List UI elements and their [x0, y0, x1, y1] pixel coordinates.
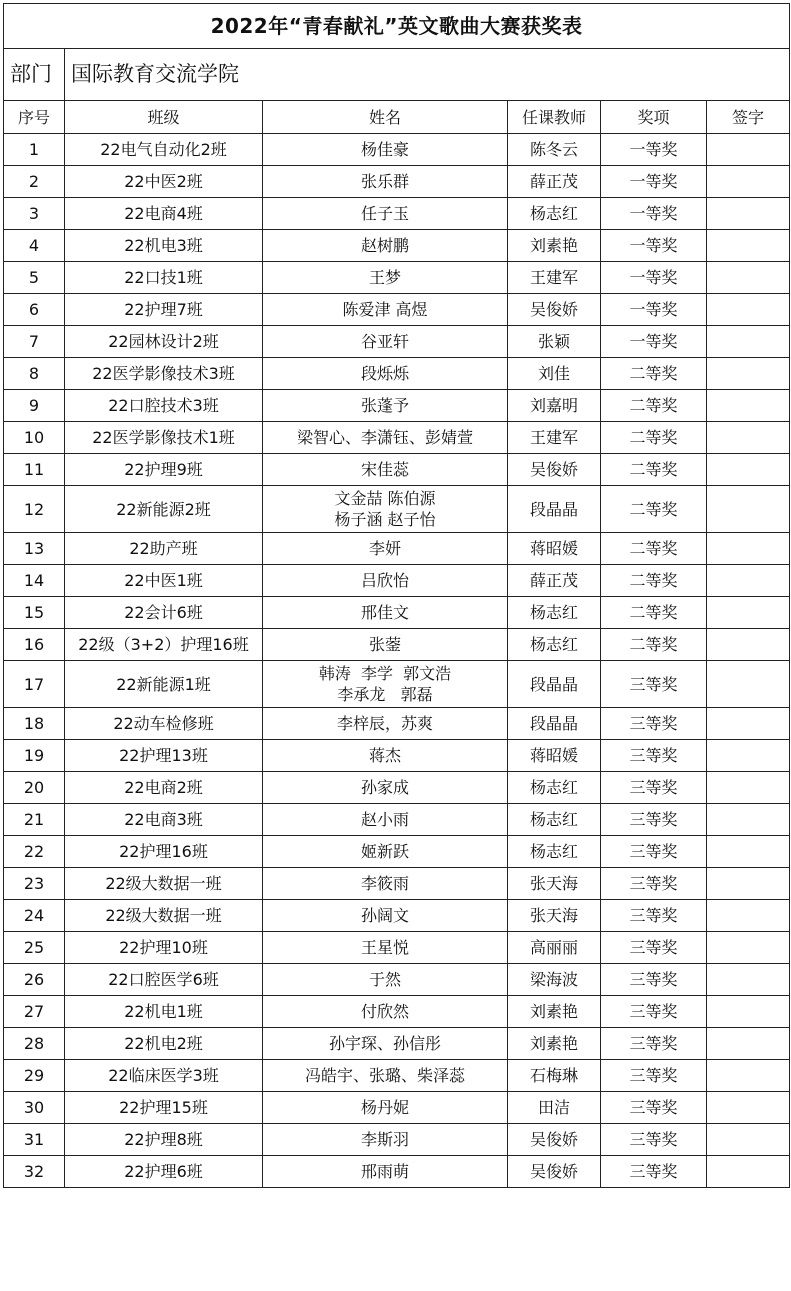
row-class: 22口腔技术3班: [65, 390, 263, 422]
row-signature: [707, 198, 790, 230]
row-class: 22新能源2班: [65, 486, 263, 533]
row-class: 22级大数据一班: [65, 868, 263, 900]
row-name-line: 于然: [368, 970, 401, 989]
row-teacher: 刘嘉明: [508, 390, 601, 422]
row-class: 22电气自动化2班: [65, 134, 263, 166]
row-number: 29: [4, 1060, 65, 1092]
row-teacher: 石梅琳: [508, 1060, 601, 1092]
row-class: 22医学影像技术1班: [65, 422, 263, 454]
row-award: 三等奖: [601, 1124, 707, 1156]
row-name-line: 杨子涵 赵子怡: [334, 510, 436, 529]
row-name-line: 韩涛 李学 郭文浩: [318, 664, 452, 683]
row-names: [263, 533, 508, 565]
row-names: [263, 326, 508, 358]
row-number: 24: [4, 900, 65, 932]
row-award: 二等奖: [601, 390, 707, 422]
row-teacher: 薛正茂: [508, 565, 601, 597]
table-row: [4, 565, 790, 597]
row-class: 22中医2班: [65, 166, 263, 198]
table-row: [4, 597, 790, 629]
row-name-line: 付欣然: [360, 1002, 409, 1021]
column-header-teacher: 任课教师: [508, 101, 601, 134]
row-award: 二等奖: [601, 565, 707, 597]
row-signature: [707, 932, 790, 964]
row-award: 三等奖: [601, 1060, 707, 1092]
award-rows: [4, 134, 790, 1188]
row-signature: [707, 597, 790, 629]
row-name-line: 杨丹妮: [360, 1098, 409, 1117]
row-name-line: 孙宇琛、孙信彤: [328, 1034, 441, 1053]
row-names: [263, 661, 508, 708]
row-names: [263, 230, 508, 262]
row-names: [263, 166, 508, 198]
row-class: 22机电1班: [65, 996, 263, 1028]
row-signature: [707, 900, 790, 932]
table-row: [4, 804, 790, 836]
row-signature: [707, 390, 790, 422]
table-row: [4, 262, 790, 294]
row-signature: [707, 294, 790, 326]
row-award: 三等奖: [601, 932, 707, 964]
row-teacher: 刘素艳: [508, 996, 601, 1028]
row-teacher: 王建军: [508, 262, 601, 294]
row-number: 20: [4, 772, 65, 804]
table-row: [4, 932, 790, 964]
row-teacher: 蒋昭媛: [508, 533, 601, 565]
row-teacher: 杨志红: [508, 198, 601, 230]
page-title: 2022年“青春献礼”英文歌曲大赛获奖表: [4, 4, 790, 49]
table-row: [4, 134, 790, 166]
row-number: 30: [4, 1092, 65, 1124]
row-class: 22护理15班: [65, 1092, 263, 1124]
row-class: 22动车检修班: [65, 708, 263, 740]
column-header-sign: 签字: [707, 101, 790, 134]
row-number: 26: [4, 964, 65, 996]
row-teacher: 刘素艳: [508, 230, 601, 262]
table-row: [4, 1028, 790, 1060]
row-award: 三等奖: [601, 740, 707, 772]
row-name-line: 任子玉: [360, 204, 409, 223]
row-names: [263, 932, 508, 964]
row-name-line: 姬新跃: [360, 842, 409, 861]
row-teacher: 吴俊娇: [508, 454, 601, 486]
row-class: 22护理8班: [65, 1124, 263, 1156]
row-signature: [707, 1060, 790, 1092]
row-names: [263, 597, 508, 629]
row-signature: [707, 1092, 790, 1124]
row-award: 三等奖: [601, 836, 707, 868]
table-row: [4, 772, 790, 804]
row-number: 32: [4, 1156, 65, 1188]
row-class: 22新能源1班: [65, 661, 263, 708]
row-award: 一等奖: [601, 326, 707, 358]
row-names: [263, 964, 508, 996]
row-number: 21: [4, 804, 65, 836]
row-number: 28: [4, 1028, 65, 1060]
table-row: [4, 661, 790, 708]
row-teacher: 杨志红: [508, 836, 601, 868]
row-name-line: 王梦: [368, 268, 401, 287]
row-teacher: 张天海: [508, 868, 601, 900]
table-row: [4, 708, 790, 740]
row-signature: [707, 262, 790, 294]
row-teacher: 吴俊娇: [508, 294, 601, 326]
row-teacher: 梁海波: [508, 964, 601, 996]
table-row: [4, 1156, 790, 1188]
column-header-class: 班级: [65, 101, 263, 134]
row-award: 一等奖: [601, 134, 707, 166]
row-award: 一等奖: [601, 198, 707, 230]
row-names: [263, 804, 508, 836]
row-name-line: 李承龙 郭磊: [337, 685, 433, 704]
row-number: 17: [4, 661, 65, 708]
table-row: [4, 964, 790, 996]
table-row: [4, 996, 790, 1028]
row-name-line: 张蓬予: [360, 396, 409, 415]
row-signature: [707, 230, 790, 262]
row-class: 22护理9班: [65, 454, 263, 486]
row-award: 一等奖: [601, 230, 707, 262]
table-row: [4, 629, 790, 661]
row-award: 三等奖: [601, 1092, 707, 1124]
row-number: 23: [4, 868, 65, 900]
row-signature: [707, 629, 790, 661]
row-signature: [707, 661, 790, 708]
table-row: [4, 454, 790, 486]
column-header-no: 序号: [4, 101, 65, 134]
table-row: [4, 486, 790, 533]
row-name-line: 邢佳文: [360, 603, 409, 622]
row-teacher: 杨志红: [508, 629, 601, 661]
row-signature: [707, 422, 790, 454]
row-award: 一等奖: [601, 294, 707, 326]
row-signature: [707, 326, 790, 358]
row-name-line: 李筱雨: [360, 874, 409, 893]
row-award: 二等奖: [601, 454, 707, 486]
row-teacher: 杨志红: [508, 804, 601, 836]
row-class: 22级大数据一班: [65, 900, 263, 932]
row-names: [263, 868, 508, 900]
row-teacher: 段晶晶: [508, 661, 601, 708]
row-name-line: 赵树鹏: [360, 236, 409, 255]
row-class: 22护理13班: [65, 740, 263, 772]
row-signature: [707, 1028, 790, 1060]
row-number: 8: [4, 358, 65, 390]
row-signature: [707, 1156, 790, 1188]
row-number: 5: [4, 262, 65, 294]
row-names: [263, 836, 508, 868]
row-names: [263, 1156, 508, 1188]
row-signature: [707, 772, 790, 804]
row-class: 22口技1班: [65, 262, 263, 294]
row-award: 三等奖: [601, 900, 707, 932]
row-teacher: 段晶晶: [508, 708, 601, 740]
row-number: 6: [4, 294, 65, 326]
table-row: [4, 198, 790, 230]
row-teacher: 薛正茂: [508, 166, 601, 198]
row-number: 2: [4, 166, 65, 198]
row-award: 三等奖: [601, 868, 707, 900]
row-name-line: 张乐群: [360, 172, 409, 191]
row-signature: [707, 486, 790, 533]
row-names: [263, 565, 508, 597]
row-name-line: 孙家成: [360, 778, 409, 797]
row-number: 1: [4, 134, 65, 166]
row-names: [263, 629, 508, 661]
row-number: 7: [4, 326, 65, 358]
row-name-line: 张蓥: [368, 635, 401, 654]
row-teacher: 王建军: [508, 422, 601, 454]
table-row: [4, 230, 790, 262]
row-number: 12: [4, 486, 65, 533]
row-names: [263, 900, 508, 932]
row-signature: [707, 964, 790, 996]
row-class: 22电商3班: [65, 804, 263, 836]
row-class: 22会计6班: [65, 597, 263, 629]
award-table: [3, 3, 790, 1188]
row-names: [263, 740, 508, 772]
department-label: 部门: [4, 49, 65, 101]
row-signature: [707, 166, 790, 198]
row-signature: [707, 868, 790, 900]
row-award: 三等奖: [601, 996, 707, 1028]
row-names: [263, 708, 508, 740]
row-names: [263, 422, 508, 454]
row-teacher: 吴俊娇: [508, 1156, 601, 1188]
row-signature: [707, 1124, 790, 1156]
row-teacher: 陈冬云: [508, 134, 601, 166]
row-name-line: 孙阔文: [360, 906, 409, 925]
row-class: 22中医1班: [65, 565, 263, 597]
row-name-line: 李斯羽: [360, 1130, 409, 1149]
row-class: 22医学影像技术3班: [65, 358, 263, 390]
row-names: [263, 1028, 508, 1060]
row-number: 9: [4, 390, 65, 422]
row-name-line: 邢雨萌: [360, 1162, 409, 1181]
row-teacher: 田洁: [508, 1092, 601, 1124]
row-number: 3: [4, 198, 65, 230]
row-award: 二等奖: [601, 358, 707, 390]
row-signature: [707, 565, 790, 597]
row-signature: [707, 996, 790, 1028]
row-names: [263, 390, 508, 422]
row-names: [263, 134, 508, 166]
row-class: 22护理16班: [65, 836, 263, 868]
row-number: 4: [4, 230, 65, 262]
row-name-line: 冯皓宇、张璐、柴泽蕊: [304, 1066, 465, 1085]
table-row: [4, 836, 790, 868]
row-number: 31: [4, 1124, 65, 1156]
row-number: 18: [4, 708, 65, 740]
table-row: [4, 533, 790, 565]
row-number: 22: [4, 836, 65, 868]
row-class: 22机电2班: [65, 1028, 263, 1060]
row-award: 二等奖: [601, 629, 707, 661]
table-row: [4, 294, 790, 326]
column-header-award: 奖项: [601, 101, 707, 134]
table-row: [4, 358, 790, 390]
row-name-line: 王星悦: [360, 938, 409, 957]
table-row: [4, 326, 790, 358]
row-number: 16: [4, 629, 65, 661]
row-class: 22口腔医学6班: [65, 964, 263, 996]
column-header-row: [4, 101, 790, 134]
row-teacher: 吴俊娇: [508, 1124, 601, 1156]
row-names: [263, 262, 508, 294]
row-signature: [707, 740, 790, 772]
row-names: [263, 996, 508, 1028]
row-signature: [707, 836, 790, 868]
row-class: 22护理7班: [65, 294, 263, 326]
row-names: [263, 772, 508, 804]
row-signature: [707, 454, 790, 486]
row-award: 三等奖: [601, 1156, 707, 1188]
row-number: 19: [4, 740, 65, 772]
row-signature: [707, 358, 790, 390]
row-award: 二等奖: [601, 597, 707, 629]
table-row: [4, 1092, 790, 1124]
row-name-line: 陈爱津 高煜: [342, 300, 428, 319]
department-row: [4, 49, 790, 101]
table-row: [4, 1124, 790, 1156]
table-row: [4, 1060, 790, 1092]
row-signature: [707, 134, 790, 166]
row-name-line: 宋佳蕊: [360, 460, 409, 479]
row-signature: [707, 804, 790, 836]
table-row: [4, 868, 790, 900]
row-number: 13: [4, 533, 65, 565]
row-class: 22助产班: [65, 533, 263, 565]
row-names: [263, 486, 508, 533]
row-award: 三等奖: [601, 964, 707, 996]
row-names: [263, 294, 508, 326]
row-award: 一等奖: [601, 166, 707, 198]
row-signature: [707, 533, 790, 565]
row-names: [263, 198, 508, 230]
row-class: 22电商2班: [65, 772, 263, 804]
table-row: [4, 900, 790, 932]
row-number: 11: [4, 454, 65, 486]
row-class: 22机电3班: [65, 230, 263, 262]
row-signature: [707, 708, 790, 740]
row-name-line: 李梓辰，苏爽: [336, 714, 433, 733]
row-name-line: 梁智心、李潇钰、彭婧萱: [296, 428, 473, 447]
row-award: 三等奖: [601, 708, 707, 740]
row-teacher: 刘佳: [508, 358, 601, 390]
row-names: [263, 1060, 508, 1092]
row-teacher: 杨志红: [508, 597, 601, 629]
row-names: [263, 1124, 508, 1156]
row-teacher: 蒋昭媛: [508, 740, 601, 772]
row-number: 10: [4, 422, 65, 454]
column-header-name: 姓名: [263, 101, 508, 134]
row-class: 22电商4班: [65, 198, 263, 230]
row-class: 22园林设计2班: [65, 326, 263, 358]
row-teacher: 张天海: [508, 900, 601, 932]
row-number: 14: [4, 565, 65, 597]
row-award: 二等奖: [601, 533, 707, 565]
row-award: 三等奖: [601, 804, 707, 836]
row-award: 三等奖: [601, 1028, 707, 1060]
row-name-line: 文金喆 陈伯源: [334, 489, 436, 508]
row-number: 25: [4, 932, 65, 964]
row-name-line: 谷亚轩: [360, 332, 409, 351]
row-award: 二等奖: [601, 422, 707, 454]
row-class: 22临床医学3班: [65, 1060, 263, 1092]
row-class: 22护理10班: [65, 932, 263, 964]
row-teacher: 杨志红: [508, 772, 601, 804]
row-names: [263, 358, 508, 390]
row-class: 22级（3+2）护理16班: [65, 629, 263, 661]
row-award: 一等奖: [601, 262, 707, 294]
row-award: 二等奖: [601, 486, 707, 533]
row-name-line: 赵小雨: [360, 810, 409, 829]
row-teacher: 高丽丽: [508, 932, 601, 964]
row-number: 27: [4, 996, 65, 1028]
row-name-line: 蒋杰: [368, 746, 401, 765]
department-value: 国际教育交流学院: [65, 49, 790, 101]
row-teacher: 张颖: [508, 326, 601, 358]
table-row: [4, 422, 790, 454]
row-name-line: 段烁烁: [360, 364, 409, 383]
row-award: 三等奖: [601, 772, 707, 804]
row-name-line: 李妍: [368, 539, 401, 558]
table-row: [4, 390, 790, 422]
row-number: 15: [4, 597, 65, 629]
table-row: [4, 740, 790, 772]
row-teacher: 刘素艳: [508, 1028, 601, 1060]
row-teacher: 段晶晶: [508, 486, 601, 533]
row-name-line: 吕欣怡: [360, 571, 409, 590]
row-class: 22护理6班: [65, 1156, 263, 1188]
row-names: [263, 1092, 508, 1124]
row-names: [263, 454, 508, 486]
row-award: 三等奖: [601, 661, 707, 708]
row-name-line: 杨佳豪: [360, 140, 409, 159]
table-row: [4, 166, 790, 198]
